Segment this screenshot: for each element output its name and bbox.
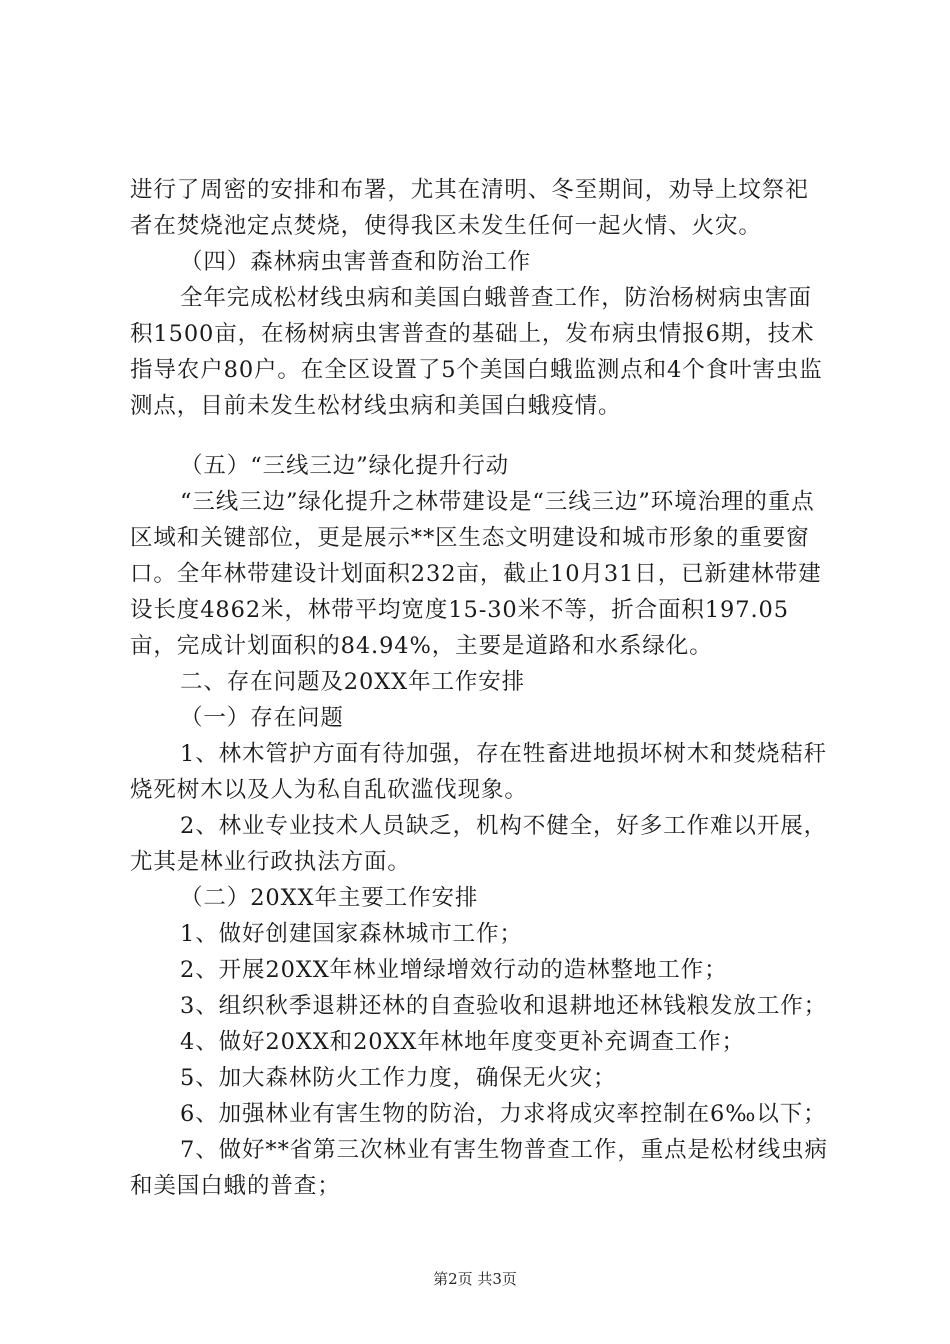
list-item-plan-6: 6、加强林业有害生物的防治，力求将成灾率控制在6‰以下； <box>180 1101 827 1127</box>
paragraph-fire-prevention-tail: 进行了周密的安排和布署，尤其在清明、冬至期间，劝导上坟祭祀者在焚烧池定点焚烧，使得我区未发生任何一起火情、火灾。 <box>130 177 809 239</box>
list-item-plan-3: 3、组织秋季退耕还林的自查验收和退耕地还林钱粮发放工作； <box>180 993 828 1019</box>
list-item-plan-4: 4、做好20XX和20XX年林地年度变更补充调查工作； <box>180 1029 745 1055</box>
heading-problems: （一）存在问题 <box>180 705 344 731</box>
paragraph-greening-action: “三线三边”绿化提升之林带建设是“三线三边”环境治理的重点区域和关键部位，更是展示**区生态文明建设和城市形象的重要窗口。全年林带建设计划面积232亩，截止10月31日，已新建林带建设长度4862米，林带平均宽度15-30米不等，折合面积197.05亩，完成计划面积的84.94%，主要是道路和水系绿化。 <box>130 489 822 659</box>
list-item-plan-2: 2、开展20XX年林业增绿增效行动的造林整地工作； <box>180 957 728 983</box>
paragraph-pest-survey: 全年完成松材线虫病和美国白蛾普查工作，防治杨树病虫害面积1500亩，在杨树病虫害普查的基础上，发布病虫情报6期，技术指导农户80户。在全区设置了5个美国白蛾监测点和4个食叶害虫监测点，目前未发生松材线虫病和美国白蛾疫情。 <box>130 285 823 419</box>
heading-pest-survey: （四）森林病虫害普查和防治工作 <box>180 249 532 275</box>
list-item-plan-7: 7、做好**省第三次林业有害生物普查工作，重点是松材线虫病和美国白蛾的普查； <box>130 1137 828 1199</box>
list-item-problem-1: 1、林木管护方面有待加强，存在牲畜进地损坏树木和焚烧秸秆烧死树木以及人为私自乱砍滥伐现象。 <box>130 741 828 803</box>
document-body <box>130 172 830 1204</box>
list-item-problem-2: 2、林业专业技术人员缺乏，机构不健全，好多工作难以开展，尤其是林业行政执法方面。 <box>130 813 828 875</box>
list-item-plan-5: 5、加大森林防火工作力度，确保无火灾； <box>180 1065 617 1091</box>
list-item-plan-1: 1、做好创建国家森林城市工作； <box>180 921 523 947</box>
heading-problems-and-plan: 二、存在问题及20XX年工作安排 <box>180 669 526 695</box>
page-number-footer: 第2页 共3页 <box>433 1270 517 1288</box>
heading-greening-action: （五）“三线三边”绿化提升行动 <box>180 453 510 479</box>
heading-work-plan: （二）20XX年主要工作安排 <box>180 885 479 911</box>
